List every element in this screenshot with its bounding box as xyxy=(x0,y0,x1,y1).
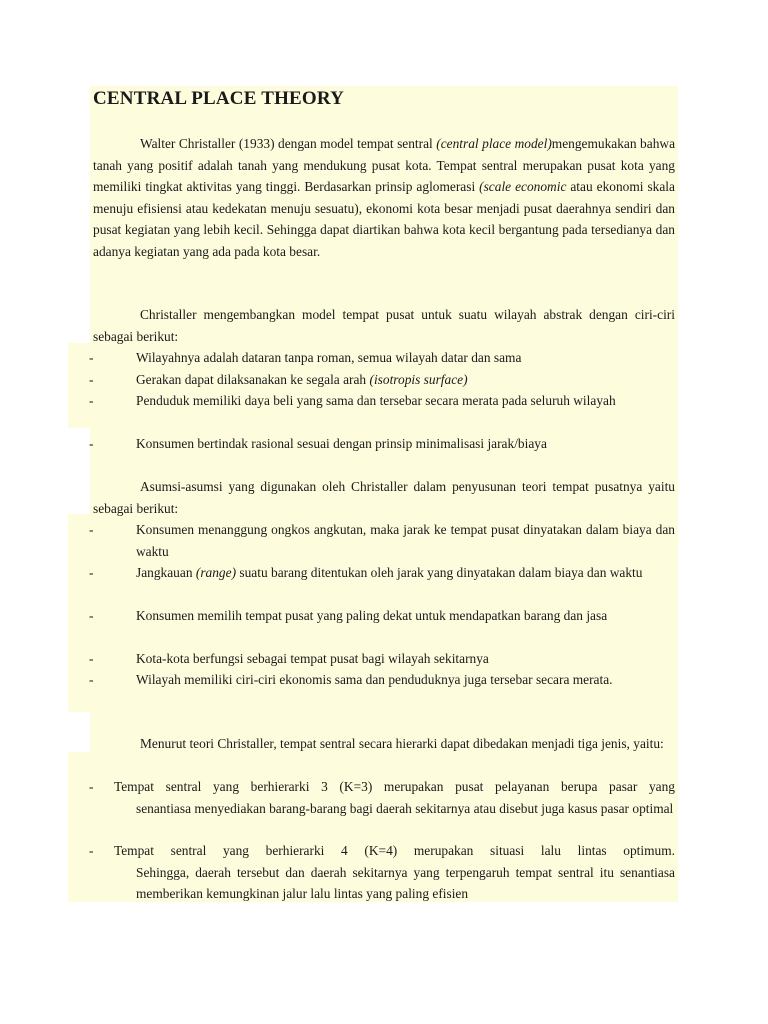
list-item: - Kota-kota berfungsi sebagai tempat pusat bagi wilayah sekitarnya xyxy=(89,651,489,666)
list-item: - Gerakan dapat dilaksanakan ke segala arah (isotropis surface) xyxy=(89,372,468,387)
paragraph-assumptions: Asumsi-asumsi yang digunakan oleh Christaller dalam penyusunan teori tempat pusatnya yaitu sebagai berikut: xyxy=(93,479,675,516)
list-item: - Penduduk memiliki daya beli yang sama dan tersebar secara merata pada seluruh wilayah xyxy=(89,393,616,408)
paragraph-hierarchy: Menurut teori Christaller, tempat sentral secara hierarki dapat dibedakan menjadi tiga jenis, yaitu: xyxy=(140,736,664,751)
paragraph-model: Christaller mengembangkan model tempat pusat untuk suatu wilayah abstrak dengan ciri-ciri sebagai berikut: xyxy=(93,307,675,344)
list-item: - Konsumen bertindak rasional sesuai dengan prinsip minimalisasi jarak/biaya xyxy=(89,436,547,451)
list-item: - Jangkauan (range) suatu barang ditentukan oleh jarak yang dinyatakan dalam biaya dan waktu xyxy=(89,565,643,580)
list-item: - Wilayahnya adalah dataran tanpa roman, semua wilayah datar dan sama xyxy=(89,350,522,365)
list-item: - Tempat sentral yang berhierarki 4 (K=4) merupakan situasi lalu lintas optimum. Sehingga, daerah tersebut dan daerah sekitarnya yang terpengaruh tempat sentral itu senantiasa memberikan kemungkinan jalur lalu lintas yang paling efisien xyxy=(89,843,675,902)
paragraph-intro: Walter Christaller (1933) dengan model tempat sentral (central place model)mengemukakan bahwa tanah yang positif adalah tanah yang mendukung pusat kota. Tempat sentral merupakan pusat kota yang memiliki tingkat aktivitas yang tinggi. Berdasarkan prinsip aglomerasi (scale economic atau ekonomi skala menuju efisiensi atau kedekatan menuju sesuatu), ekonomi kota besar menjadi pusat daerahnya sendiri dan pusat kegiatan yang lebih kecil. Sehingga dapat diartikan bahwa kota kecil bergantung pada tersedianya dan adanya kegiatan yang ada pada kota besar. xyxy=(93,136,676,259)
list-item: - Konsumen menanggung ongkos angkutan, maka jarak ke tempat pusat dinyatakan dalam biaya dan waktu xyxy=(89,522,675,559)
page-title: CENTRAL PLACE THEORY xyxy=(93,88,345,109)
list-item: - Tempat sentral yang berhierarki 3 (K=3) merupakan pusat pelayanan berupa pasar yang senantiasa menyediakan barang-barang bagi daerah sekitarnya atau disebut juga kasus pasar optimal xyxy=(89,779,675,816)
list-item: - Wilayah memiliki ciri-ciri ekonomis sama dan penduduknya juga tersebar secara merata. xyxy=(89,672,613,687)
list-item: - Konsumen memilih tempat pusat yang paling dekat untuk mendapatkan barang dan jasa xyxy=(89,608,608,623)
